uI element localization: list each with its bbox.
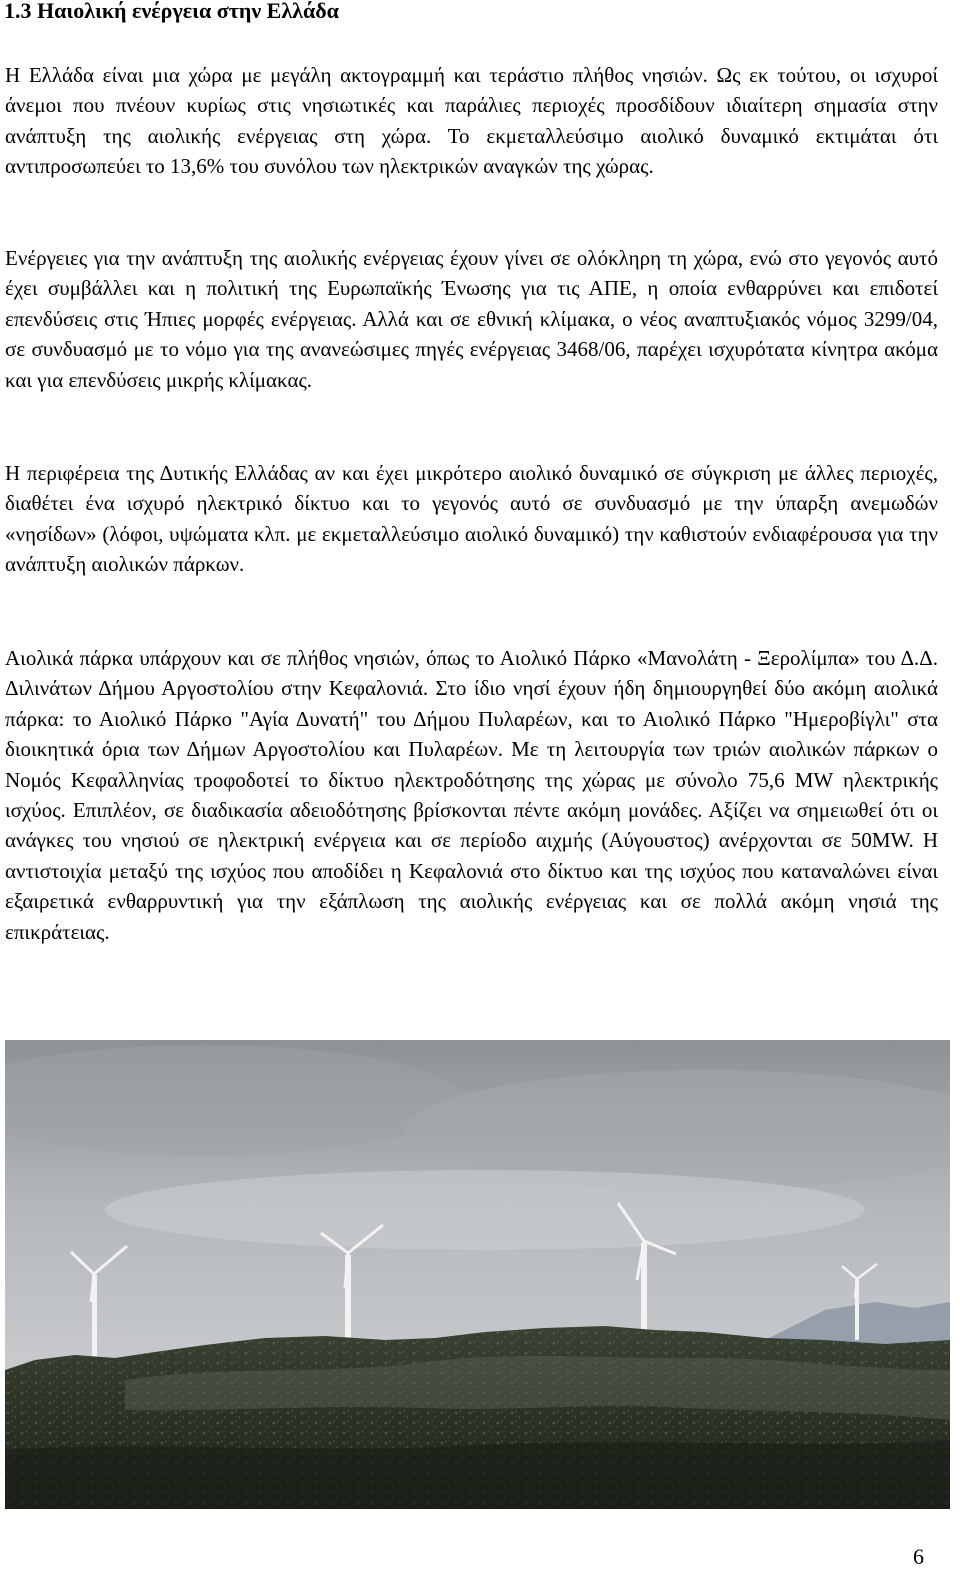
paragraph: Αιολικά πάρκα υπάρχουν και σε πλήθος νησιών, όπως το Αιολικό Πάρκο «Μανολάτη - Ξερολίμπα» του Δ.Δ. Διλινάτων Δήμου Αργοστολίου στην Κεφαλονιά. Στο ίδιο νησί έχουν ήδη δημιουργηθεί δύο ακόμη αιολικά πάρκα: το Αιολικό Πάρκο "Αγία Δυνατή" του Δήμου Πυλαρέων, και το Αιολικό Πάρκο "Ημεροβίγλι" στα διοικητικά όρια των Δήμων Αργοστολίου και Πυλαρέων. Με τη λειτουργία των τριών αιολικών πάρκων ο Νομός Κεφαλληνίας τροφοδοτεί το δίκτυο ηλεκτροδότησης της χώρας με σύνολο 75,6 MW ηλεκτρικής ισχύος. Επιπλέον, σε διαδικασία αδειοδότησης βρίσκονται πέντε ακόμη μονάδες. Αξίζει να σημειωθεί ότι οι ανάγκες του νησιού σε ηλεκτρική ενέργεια και σε περίοδο αιχμής (Αύγουστος) ανέρχονται σε 50MW. Η αντιστοιχία μεταξύ της ισχύος που αποδίδει η Κεφαλονιά στο δίκτυο και της ισχύος που καταναλώνει είναι εξαιρετικά ενθαρρυντική για την εξάπλωση της αιολικής ενέργειας και σε πολλά ακόμη νησιά της επικράτειας. — [5, 646, 938, 944]
paragraph: Η περιφέρεια της Δυτικής Ελλάδας αν και έχει μικρότερο αιολικό δυναμικό σε σύγκριση με άλλες περιοχές, διαθέτει ένα ισχυρό ηλεκτρικό δίκτυο και το γεγονός αυτό σε συνδυασμό με την ύπαρξη ανεμωδών «νησίδων» (λόφοι, υψώματα κλπ. με εκμεταλλεύσιμο αιολικό δυναμικό) την καθιστούν ενδιαφέρουσα για την ανάπτυξη αιολικών πάρκων. — [5, 461, 938, 577]
paragraph: Η Ελλάδα είναι μια χώρα με μεγάλη ακτογραμμή και τεράστιο πλήθος νησιών. Ως εκ τούτου, οι ισχυροί άνεμοι που πνέουν κυρίως στις νησιωτικές και παράλιες περιοχές προσδίδουν ιδιαίτερη σημασία στην ανάπτυξη της αιολικής ενέργειας στη χώρα. Το εκμεταλλεύσιμο αιολικό δυναμικό εκτιμάται ότι αντιπροσωπεύει το 13,6% του συνόλου των ηλεκτρικών αναγκών της χώρας. — [5, 63, 938, 179]
wind-farm-photo — [5, 1040, 950, 1509]
section-heading: 1.3 Ηαιολική ενέργεια στην Ελλάδα — [4, 0, 339, 23]
page-number: 6 — [913, 1544, 924, 1569]
paragraph: Ενέργειες για την ανάπτυξη της αιολικής ενέργειας έχουν γίνει σε ολόκληρη τη χώρα, ενώ στο γεγονός αυτό έχει συμβάλλει και η πολιτική της Ευρωπαϊκής Ένωσης για τις ΑΠΕ, η οποία ενθαρρύνει και επιδοτεί επενδύσεις στις Ήπιες μορφές ενέργειας. Αλλά και σε εθνική κλίμακα, ο νέος αναπτυξιακός νόμος 3299/04, σε συνδυασμό με το νόμο για της ανανεώσιμες πηγές ενέργειας 3468/06, παρέχει ισχυρότατα κίνητρα ακόμα και για επενδύσεις μικρής κλίμακας. — [5, 246, 938, 392]
